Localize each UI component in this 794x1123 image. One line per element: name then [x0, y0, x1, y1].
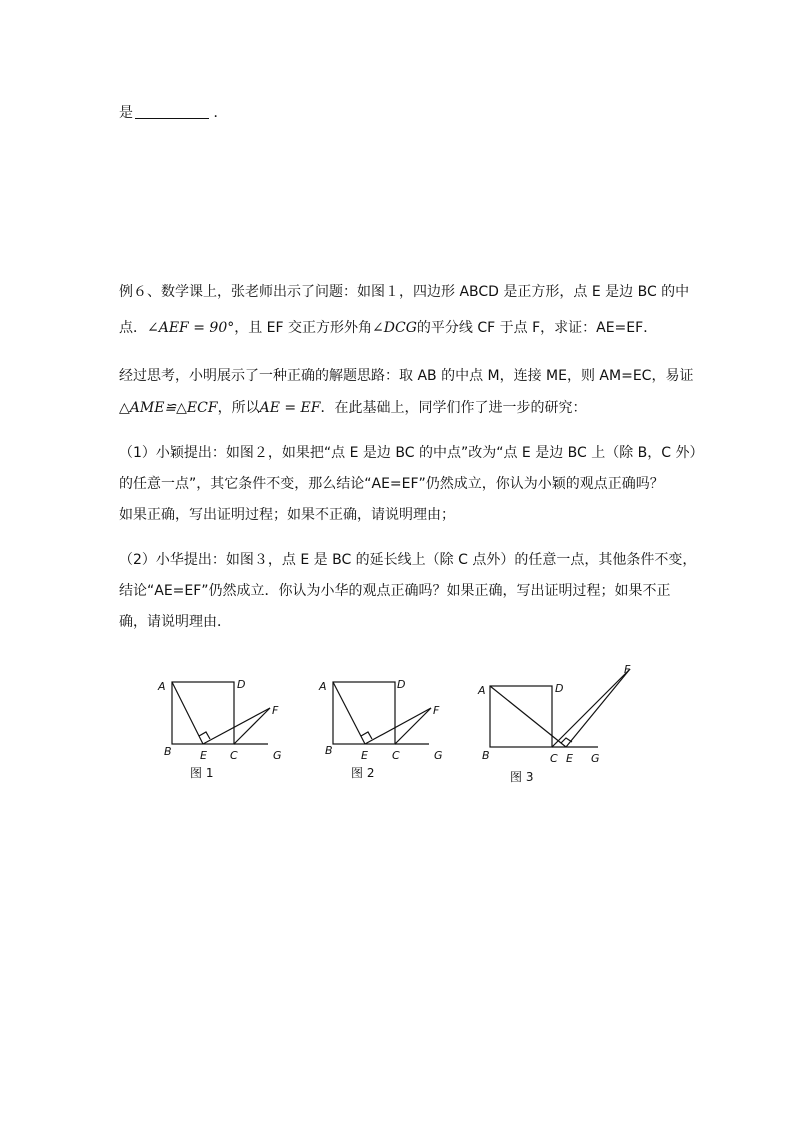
example-line-4: △AME≌△ECF，所以AE = EF．在此基础上，同学们作了进一步的研究： [119, 400, 587, 416]
figure-1-segment-cf [234, 708, 270, 744]
example-line-3: 经过思考，小明展示了一种正确的解题思路：取 AB 的中点 M，连接 ME，则 AM=EC，易证 [119, 368, 694, 384]
figure-3-label-d: D [555, 682, 564, 695]
figure-1-segment-ae [172, 682, 203, 744]
equation-ae-ef: AE = EF [259, 400, 321, 416]
figure-3-label-a: A [478, 684, 486, 697]
figure-2-label-f: F [433, 704, 440, 717]
example-line-1: 例６、数学课上，张老师出示了问题：如图１，四边形 ABCD 是正方形，点 E 是边 BC 的中 [119, 284, 690, 300]
figure-1-label-c: C [230, 749, 238, 762]
figure-3 [477, 663, 631, 784]
figure-1-label-e: E [200, 749, 207, 762]
figure-1-label-g: G [273, 749, 282, 762]
fill-in-line: 是 ． [119, 105, 228, 121]
figure-3-segment-cf [552, 669, 630, 747]
figure-3-square [490, 686, 552, 747]
congruence-statement: △AME≌△ECF [119, 400, 218, 416]
q1-line-1: （1）小颖提出：如图２，如果把“点 E 是边 BC 的中点”改为“点 E 是边 BC 上（除 B，C 外） [119, 445, 704, 461]
figure-1-label-f: F [272, 704, 279, 717]
q1-line-3: 如果正确，写出证明过程；如果不正确，请说明理由； [119, 507, 455, 523]
figure-1-segment-ef [203, 708, 270, 744]
angle-aef: ∠AEF = 90° [147, 320, 235, 336]
q2-line-2: 结论“AE=EF”仍然成立．你认为小华的观点正确吗？如果正确，写出证明过程；如果不正 [119, 583, 671, 599]
figure-3-label-b: B [482, 749, 490, 762]
figure-3-label-f: F [624, 663, 631, 676]
figure-3-segment-ef [566, 669, 630, 747]
q1-line-2: 的任意一点”，其它条件不变，那么结论“AE=EF”仍然成立，你认为小颖的观点正确吗？ [119, 476, 664, 492]
q2-line-3: 确，请说明理由． [119, 614, 231, 630]
figure-1-label-b: B [164, 745, 172, 758]
figure-3-segment-ae [490, 686, 566, 747]
figure-1-label-a: A [158, 680, 166, 693]
figure-3-caption: 图 3 [510, 770, 534, 784]
figure-1-caption: 图 1 [190, 766, 214, 780]
figure-1-label-d: D [237, 678, 246, 691]
figure-3-label-g: G [591, 752, 600, 765]
figure-3-label-c: C [550, 752, 558, 765]
figure-3-label-e: E [566, 752, 573, 765]
figure-2-segment-ef [365, 708, 431, 744]
q2-line-1: （2）小华提出：如图３，点 E 是 BC 的延长线上（除 C 点外）的任意一点，其他条件不变， [119, 552, 697, 568]
figure-2-label-c: C [392, 749, 400, 762]
figure-2 [318, 678, 443, 780]
example-line-2: 点．∠AEF = 90°，且 EF 交正方形外角∠DCG的平分线 CF 于点 F，求证：AE=EF． [119, 320, 658, 336]
figure-2-label-g: G [434, 749, 443, 762]
figure-2-label-a: A [319, 680, 327, 693]
figure-2-label-d: D [397, 678, 406, 691]
figure-2-right-angle-mark [361, 732, 372, 739]
figure-2-caption: 图 2 [351, 766, 375, 780]
figure-1-square [172, 682, 234, 744]
figure-2-label-b: B [325, 744, 333, 757]
figure-2-label-e: E [361, 749, 368, 762]
figure-2-segment-cf [395, 708, 431, 744]
figure-1-right-angle-mark [199, 732, 210, 739]
figure-2-segment-ae [333, 682, 365, 744]
angle-dcg: ∠DCG [372, 320, 417, 336]
